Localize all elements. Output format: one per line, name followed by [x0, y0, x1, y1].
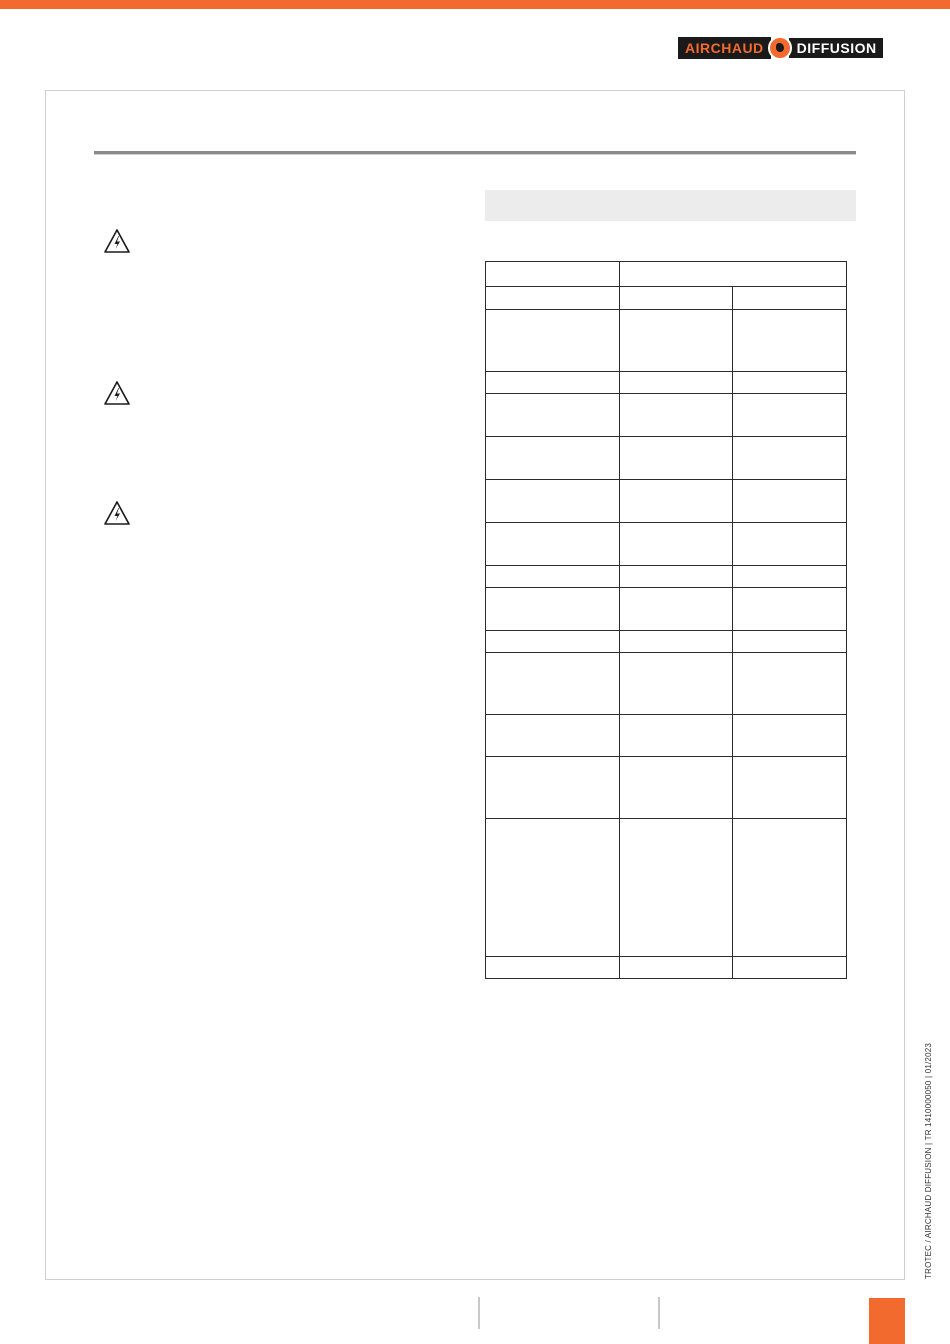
table-cell	[620, 437, 733, 480]
title-divider	[94, 151, 856, 155]
table-cell	[733, 715, 847, 757]
section-header-bar	[485, 190, 856, 221]
table-cell	[733, 437, 847, 480]
table-cell	[620, 566, 733, 588]
table-cell	[486, 588, 620, 631]
table-row	[486, 262, 847, 287]
table-cell	[486, 480, 620, 523]
table-row	[486, 757, 847, 819]
warning-electric-icon	[103, 380, 131, 406]
table-cell	[620, 631, 733, 653]
table-cell	[620, 394, 733, 437]
table-cell	[620, 757, 733, 819]
table-row	[486, 394, 847, 437]
table-row	[486, 372, 847, 394]
top-accent-bar	[0, 0, 950, 9]
table-cell	[620, 372, 733, 394]
table-cell	[733, 566, 847, 588]
table-row	[486, 588, 847, 631]
table-cell	[620, 523, 733, 566]
table-cell	[620, 480, 733, 523]
table-cell	[733, 480, 847, 523]
table-cell	[733, 523, 847, 566]
table-cell	[733, 819, 847, 957]
table-cell	[620, 819, 733, 957]
table-cell	[733, 653, 847, 715]
footer-divider	[658, 1297, 660, 1329]
table-cell	[486, 957, 620, 979]
table-cell	[733, 757, 847, 819]
table-cell	[486, 757, 620, 819]
table-cell	[486, 523, 620, 566]
table-row	[486, 631, 847, 653]
table-row	[486, 437, 847, 480]
table-cell	[486, 287, 620, 310]
document-reference: TROTEC / AIRCHAUD DIFFUSION | TR 1410000050 | 01/2023	[924, 1042, 933, 1279]
table-cell	[620, 310, 733, 372]
table-cell	[486, 437, 620, 480]
table-cell	[733, 957, 847, 979]
table-cell	[486, 819, 620, 957]
specifications-table	[485, 261, 847, 979]
logo-mark-icon	[768, 36, 792, 60]
table-row	[486, 523, 847, 566]
table-cell	[733, 372, 847, 394]
page-number-box	[869, 1298, 905, 1344]
table-cell	[486, 631, 620, 653]
table-row	[486, 566, 847, 588]
table-cell	[620, 287, 733, 310]
table-cell	[620, 588, 733, 631]
brand-logo	[678, 37, 906, 59]
table-cell	[620, 957, 733, 979]
table-cell	[486, 566, 620, 588]
table-row	[486, 480, 847, 523]
table-cell	[733, 588, 847, 631]
warning-electric-icon	[103, 228, 131, 254]
footer-divider	[478, 1297, 480, 1329]
logo-text-right: DIFFUSION	[789, 38, 883, 58]
table-cell	[486, 653, 620, 715]
table-cell	[733, 287, 847, 310]
table-cell	[486, 715, 620, 757]
table-cell	[620, 653, 733, 715]
table-cell	[486, 394, 620, 437]
table-cell	[486, 262, 620, 287]
warning-electric-icon	[103, 500, 131, 526]
table-cell	[486, 310, 620, 372]
table-row	[486, 287, 847, 310]
table-cell	[733, 631, 847, 653]
table-row	[486, 310, 847, 372]
table-cell	[486, 372, 620, 394]
table-row	[486, 715, 847, 757]
table-cell	[733, 310, 847, 372]
logo-text-left: AIRCHAUD	[678, 37, 771, 59]
table-row	[486, 819, 847, 957]
table-row	[486, 653, 847, 715]
table-cell	[733, 394, 847, 437]
table-cell	[620, 715, 733, 757]
table-row	[486, 957, 847, 979]
table-cell	[620, 262, 847, 287]
